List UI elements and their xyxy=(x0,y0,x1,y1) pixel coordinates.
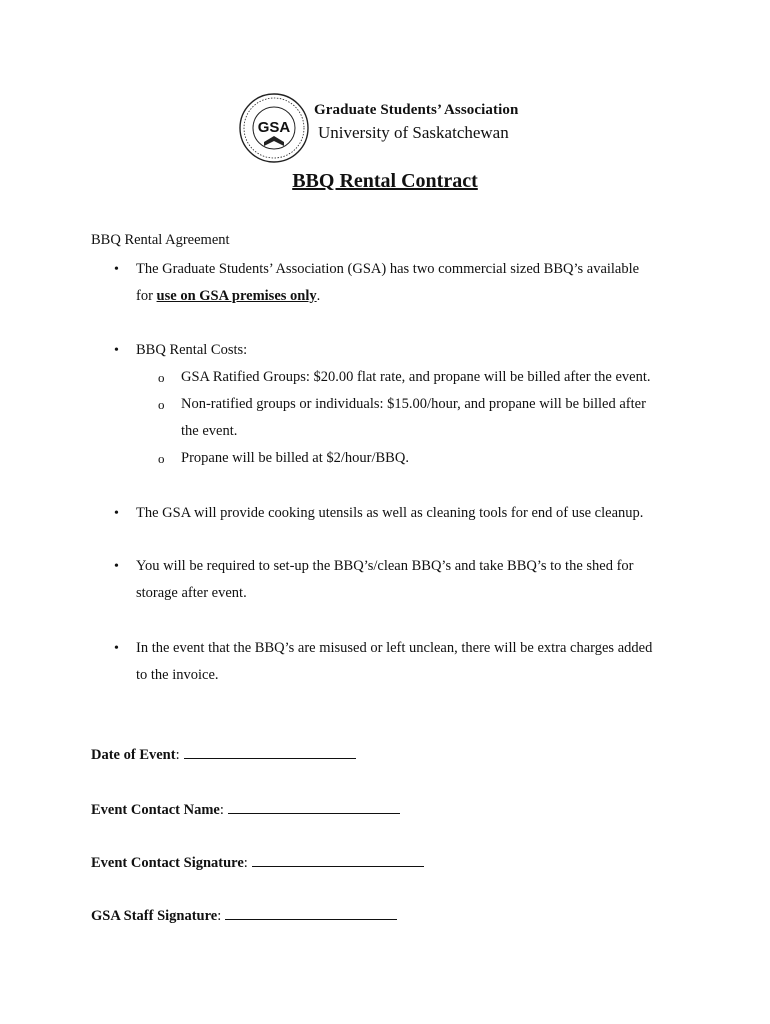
date-of-event-field[interactable] xyxy=(91,746,356,764)
agreement-heading: BBQ Rental Agreement xyxy=(91,232,230,248)
letterhead xyxy=(238,92,538,164)
cost-ratified-groups: o GSA Ratified Groups: $20.00 flat rate, and propane will be billed after the event. xyxy=(181,364,691,391)
contact-name-separator: : xyxy=(219,802,224,818)
bullet-setup-line1: You will be required to set-up the BBQ’s/clean BBQ’s and take BBQ’s to the shed for xyxy=(136,558,634,574)
event-contact-name-blank[interactable] xyxy=(228,801,400,814)
event-contact-name-field[interactable] xyxy=(91,801,400,819)
event-contact-signature-field[interactable] xyxy=(91,854,424,872)
bullet-premises-text: The Graduate Students’ Association (GSA) has two commercial sized BBQ’s available xyxy=(136,261,640,277)
premises-emphasis: use on GSA premises only xyxy=(156,288,317,304)
gsa-seal-logo xyxy=(238,92,310,164)
bullet-extra-line1: In the event that the BBQ’s are misused or left unclean, there will be extra charges added xyxy=(136,640,653,656)
cost-non-ratified xyxy=(181,391,691,445)
staff-signature-separator: : xyxy=(217,908,222,924)
event-contact-name-label: Event Contact Name xyxy=(91,802,220,818)
seal-text: GSA xyxy=(257,119,291,136)
bullet-setup-line2: storage after event. xyxy=(136,585,247,601)
bullet-utensils: • The GSA will provide cooking utensils as well as cleaning tools for end of use cleanup. xyxy=(136,500,696,527)
date-of-event-blank[interactable] xyxy=(184,746,356,759)
date-separator: : xyxy=(175,747,180,763)
bullet-extra-line2: to the invoice. xyxy=(136,667,219,683)
gsa-staff-signature-label: GSA Staff Signature xyxy=(91,908,218,924)
event-contact-signature-blank[interactable] xyxy=(252,854,424,867)
bullet-setup xyxy=(136,553,696,607)
bullet-premises-suffix: . xyxy=(316,288,321,304)
bullet-extra-charges xyxy=(136,635,696,689)
bullet-premises xyxy=(136,256,696,310)
gsa-staff-signature-field[interactable] xyxy=(91,907,397,925)
contact-signature-separator: : xyxy=(243,855,248,871)
event-contact-signature-label: Event Contact Signature xyxy=(91,855,244,871)
cost-propane: o Propane will be billed at $2/hour/BBQ. xyxy=(181,445,691,472)
date-of-event-label: Date of Event xyxy=(91,747,176,763)
bullet-rental-costs: • BBQ Rental Costs: xyxy=(136,337,696,364)
bullet-premises-prefix: for xyxy=(136,288,157,304)
university-name: University of Saskatchewan xyxy=(318,123,509,142)
document-title: BBQ Rental Contract xyxy=(292,170,478,192)
organization-name: Graduate Students’ Association xyxy=(314,102,519,118)
cost-non-ratified-line1: Non-ratified groups or individuals: $15.00/hour, and propane will be billed after xyxy=(181,396,646,412)
cost-non-ratified-line2: the event. xyxy=(181,423,238,439)
gsa-staff-signature-blank[interactable] xyxy=(225,907,397,920)
